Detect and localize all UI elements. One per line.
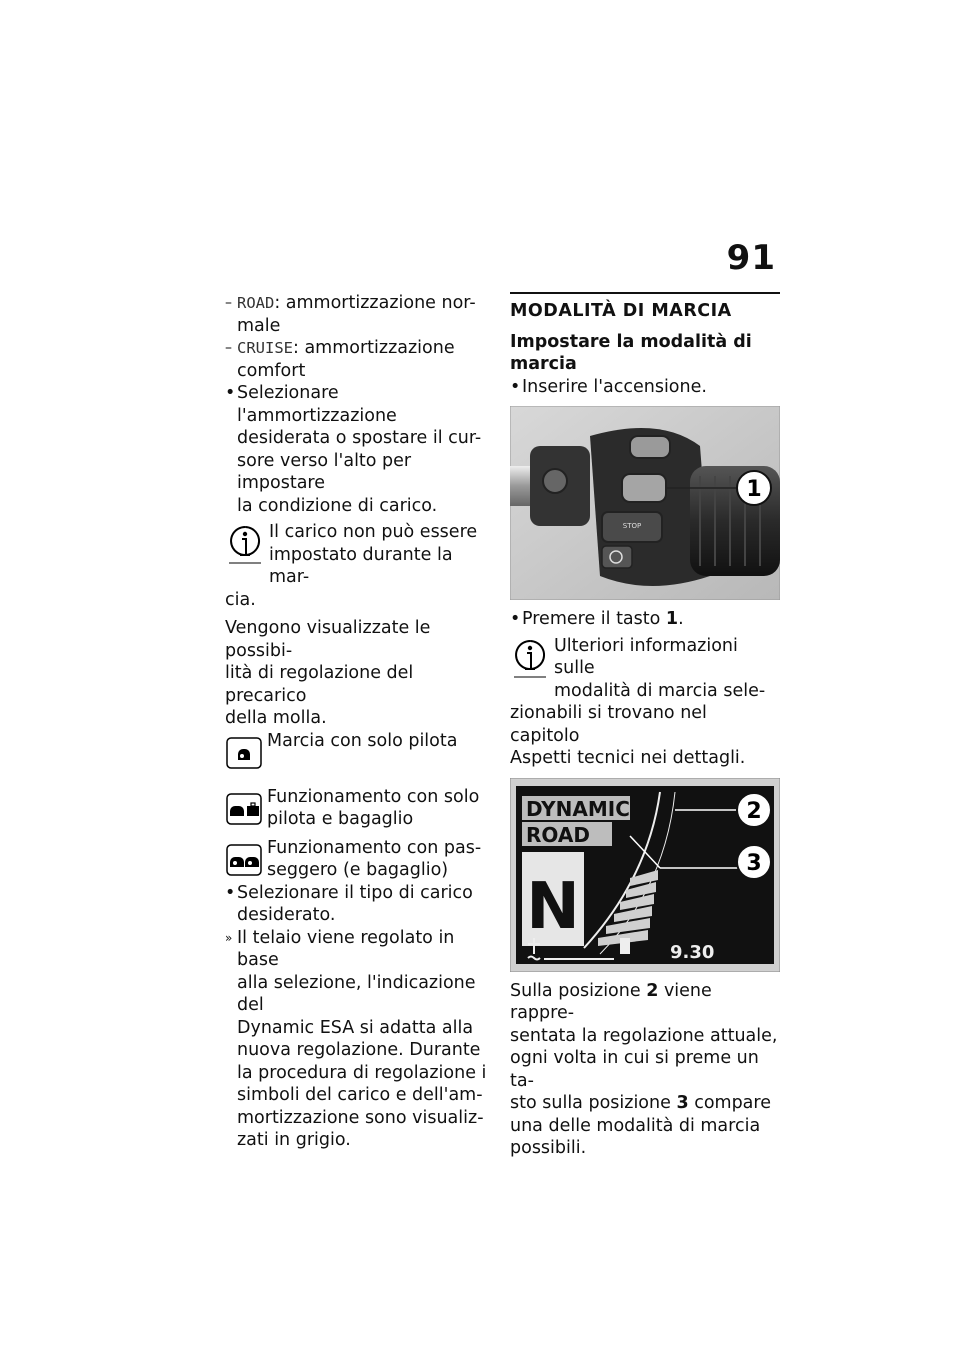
cruise-code: CRUISE (237, 339, 293, 357)
rider-only-icon (225, 732, 263, 772)
cruise-text: : ammortizzazione (293, 338, 455, 358)
press-number: 1 (665, 609, 679, 629)
info-icon (225, 523, 265, 567)
press-suffix: . (678, 609, 684, 629)
result-line-6: simboli del carico e dell'am- (237, 1085, 483, 1105)
list-item-ignition (510, 376, 780, 399)
body-line-3: ogni volta in cui si preme un ta- (510, 1048, 759, 1091)
load-option-passenger (225, 837, 493, 882)
press-prefix: Premere il tasto (522, 609, 666, 629)
rider-passenger-line-2: seggero (e bagaglio) (267, 860, 449, 880)
rider-passenger-icon (225, 839, 263, 879)
cruise-text-2: comfort (237, 360, 306, 381)
note-line-1: Ulteriori informazioni sulle (554, 635, 738, 678)
load-option-luggage (225, 786, 493, 831)
select-line-3: sore verso l'alto per impostare (237, 450, 412, 493)
result-line-8: zati in grigio. (237, 1130, 351, 1150)
section-title: MODALITÀ DI MARCIA (510, 301, 732, 321)
result-line-3: Dynamic ESA si adatta alla (237, 1017, 474, 1038)
select-line-2: desiderata o spostare il cur- (237, 428, 482, 448)
body-line-5: una delle modalità di marcia (510, 1115, 761, 1136)
callout-2: 2 (746, 798, 762, 824)
right-column (510, 292, 780, 1160)
sub-heading-line-2: marcia (510, 354, 577, 374)
page-number: 91 (726, 238, 776, 278)
body-line-1 (510, 980, 780, 1025)
info-icon (510, 637, 550, 681)
body-line-4 (510, 1092, 780, 1115)
gear-indicator: N (526, 869, 580, 944)
mode-dynamic: DYNAMIC (526, 796, 630, 821)
rider-only-text: Marcia con solo pilota (267, 730, 458, 751)
handlebar-switch-photo (510, 406, 780, 600)
body-1a: Sulla posizione (510, 980, 647, 1001)
result-line-5: la procedura di regolazione i (237, 1062, 487, 1083)
sub-heading (510, 331, 780, 376)
rider-luggage-icon (225, 788, 263, 828)
ignition-text: Inserire l'accensione. (522, 376, 707, 397)
rider-passenger-text (267, 837, 493, 882)
body-1b: 2 (646, 980, 659, 1001)
body-line-6: possibili. (510, 1138, 587, 1158)
rider-luggage-line-1: Funzionamento con solo (267, 786, 480, 807)
para-line-1: Vengono visualizzate le possibi- (225, 618, 431, 661)
section-rule (510, 292, 780, 294)
select-load-line-2: desiderato. (237, 905, 336, 925)
body-4a: sto sulla posizione (510, 1093, 677, 1113)
dashboard-display-photo (510, 778, 780, 972)
result-line-4: nuova regolazione. Durante (237, 1040, 481, 1060)
road-text: : ammortizzazione nor- (274, 293, 476, 313)
rider-luggage-line-2: pilota e bagaglio (267, 809, 414, 829)
callout-1: 1 (746, 477, 762, 502)
list-item-press (510, 608, 780, 631)
note-line-4: Aspetti tecnici nei dettagli. (510, 748, 746, 768)
mode-road: ROAD (526, 822, 590, 847)
paragraph-preload (225, 617, 493, 730)
body-4c: compare (688, 1093, 771, 1113)
body-line-2: sentata la regolazione attuale, (510, 1025, 778, 1046)
left-column (225, 292, 493, 1152)
result-line-7: mortizzazione sono visualiz- (237, 1107, 484, 1128)
select-line-4: la condizione di carico. (237, 495, 438, 516)
stop-label: STOP (622, 522, 642, 530)
note-line-3: cia. (225, 589, 256, 610)
paragraph-positions (510, 980, 780, 1160)
list-item-road (225, 292, 493, 337)
road-code: ROAD (237, 294, 275, 312)
para-line-2: lità di regolazione del precarico (225, 663, 414, 706)
select-line-1: • Selezionare l'ammortizzazione (237, 383, 397, 426)
note-line-1: Il carico non può essere (269, 522, 478, 542)
result-item (225, 927, 493, 1152)
fuel-icon (620, 938, 630, 954)
body-1c: viene rappre- (510, 980, 712, 1023)
info-note-modes (510, 635, 780, 770)
para-line-3: della molla. (225, 708, 327, 728)
sub-heading-line-1: Impostare la modalità di (510, 331, 752, 352)
result-line-2: alla selezione, l'indicazione del (237, 972, 476, 1015)
note-line-2: modalità di marcia sele- (554, 680, 766, 701)
display-value: 9.30 (670, 941, 715, 963)
callout-3: 3 (746, 850, 762, 876)
list-item-select-damping (225, 382, 493, 517)
rider-passenger-line-1: Funzionamento con pas- (267, 837, 482, 858)
list-item-select-load (225, 882, 493, 927)
select-load-line-1: • Selezionare il tipo di carico (237, 882, 473, 903)
rider-luggage-text (267, 786, 493, 831)
body-4b: 3 (676, 1093, 689, 1113)
note-line-3: zionabili si trovano nel capitolo (510, 703, 707, 746)
load-option-rider (225, 730, 493, 772)
list-item-cruise (225, 337, 493, 382)
road-text-2: male (237, 315, 281, 336)
note-line-2: impostato durante la mar- (269, 544, 453, 587)
result-line-1: » Il telaio viene regolato in base (237, 927, 455, 970)
info-note-load (225, 521, 493, 611)
